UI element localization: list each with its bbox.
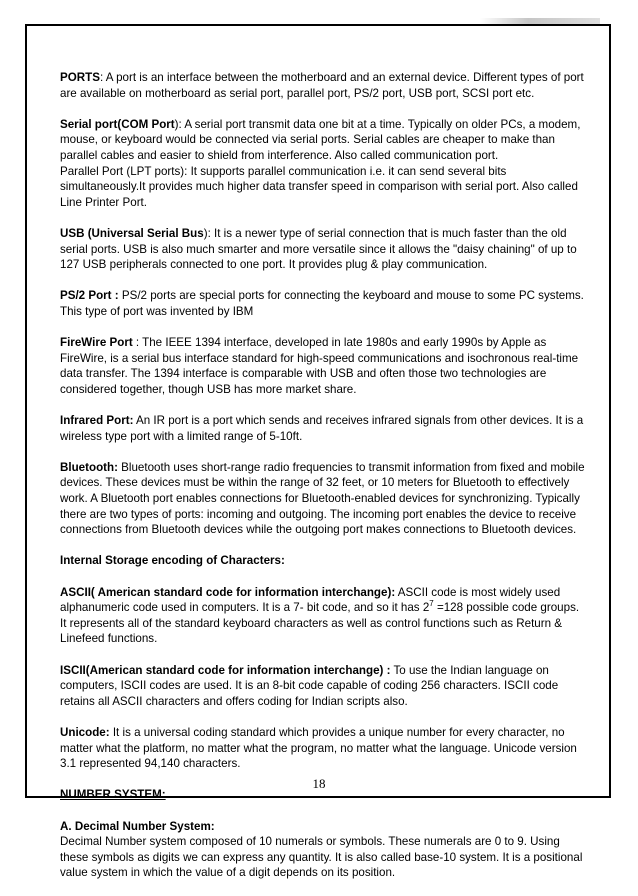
paragraph-bluetooth: [60, 460, 588, 538]
paragraph-ascii: [60, 585, 588, 647]
text-decimal: Decimal Number system composed of 10 numerals or symbols. These numerals are 0 to 9. Using these symbols as digits we can express any quantity. It is also called base-10 system. It is a positional value system in which the value of a digit depends on its position.: [60, 835, 583, 880]
paragraph-ports: [60, 70, 588, 101]
page-number: 18: [312, 776, 326, 791]
paragraph-ps2: [60, 288, 588, 319]
text-iscii: To use the Indian language on computers, ISCII codes are used. It is an 8-bit code capable of coding 256 characters. ISCII code retains all ASCII characters and offers coding for Indian scripts also.: [60, 663, 559, 708]
text-ports: : A port is an interface between the motherboard and an external device. Different types of port are available on motherboard as serial port, parallel port, PS/2 port, USB port, SCSI port etc.: [60, 71, 584, 100]
text-serial-port: ): A serial port transmit data one bit at a time. Typically on older PCs, a modem, mouse, or keyboard would be connected via serial ports. Serial cables are cheaper to make than parallel cables and easier to shield from interference. Also called communication port.: [60, 117, 581, 162]
paragraph-firewire: [60, 335, 588, 397]
term-iscii: ISCII(American standard code for information interchange) :: [60, 663, 391, 677]
paragraph-infrared: [60, 413, 588, 444]
text-firewire: : The IEEE 1394 interface, developed in late 1980s and early 1990s by Apple as FireWire, is a serial bus interface standard for high-speed communications and isochronous real-time data transfer. The 1394 interface is comparable with USB and often those two technologies are considered together, though USB has more market share.: [60, 336, 579, 396]
paragraph-unicode: [60, 725, 588, 772]
text-ascii-1: ASCII code is most widely used alphanumeric code used in computers. It is a 7- bit code, and so it has 2: [60, 585, 561, 615]
heading-decimal-number-system: [60, 819, 588, 835]
text-infrared: An IR port is a port which sends and receives infrared signals from other devices. It is a wireless type port with a limited range of 5-10ft.: [60, 414, 584, 443]
text-ascii-2: =128 possible code groups. It represents all of the standard keyboard characters as well as control functions such as Return & Linefeed functions.: [60, 601, 580, 646]
text-ps2: PS/2 ports are special ports for connecting the keyboard and mouse to some PC systems. This type of port was invented by IBM: [60, 289, 584, 318]
term-usb: USB (Universal Serial Bus: [60, 226, 204, 240]
term-serial-port: Serial port(COM Port: [60, 117, 175, 131]
term-unicode: Unicode:: [60, 725, 110, 739]
term-ports: PORTS: [60, 71, 100, 84]
term-bluetooth: Bluetooth:: [60, 460, 118, 474]
document-body: [60, 70, 588, 896]
heading-number-system: NUMBER SYSTEM:: [60, 788, 166, 802]
paragraph-usb: [60, 226, 588, 273]
term-decimal: A. Decimal Number System:: [60, 819, 215, 833]
paragraph-serial-port: [60, 117, 588, 164]
text-unicode: It is a universal coding standard which provides a unique number for every character, no matter what the platform, no matter what the program, no matter what the language. Unicode version 3.1 represented 94,140 characters.: [60, 725, 577, 771]
term-ps2: PS/2 Port :: [60, 289, 119, 303]
heading-internal-storage: Internal Storage encoding of Characters:: [60, 554, 285, 568]
paragraph-parallel-port: [60, 164, 588, 211]
term-firewire: FireWire Port: [60, 336, 133, 350]
superscript-7: 7: [429, 599, 434, 609]
text-parallel-port: Parallel Port (LPT ports): It supports parallel communication i.e. it can send several bits simultaneously.It provides much higher data transfer speed in comparison with serial port. Also called Line Printer Port.: [60, 164, 578, 209]
text-bluetooth: Bluetooth uses short-range radio frequencies to transmit information from fixed and mobile devices. These devices must be within the range of 32 feet, or 10 meters for Bluetooth to effectively work. A Bluetooth port enables connections for Bluetooth-enabled devices for synchronizing. Typically there are two types of ports: incoming and outgoing. The incoming port enables the device to receive connections from Bluetooth devices while the outgoing port makes connections to Bluetooth devices.: [60, 460, 585, 537]
text-usb: ): It is a newer type of serial connection that is much faster than the old serial ports. USB is also much smarter and more versatile since it allows the "daisy chaining" of up to 127 USB peripherals connected to one port. It provides plug & play communication.: [60, 226, 577, 272]
term-infrared: Infrared Port:: [60, 414, 134, 428]
term-ascii: ASCII( American standard code for information interchange):: [60, 585, 396, 599]
paragraph-decimal: [60, 834, 588, 881]
paragraph-iscii: [60, 663, 588, 710]
